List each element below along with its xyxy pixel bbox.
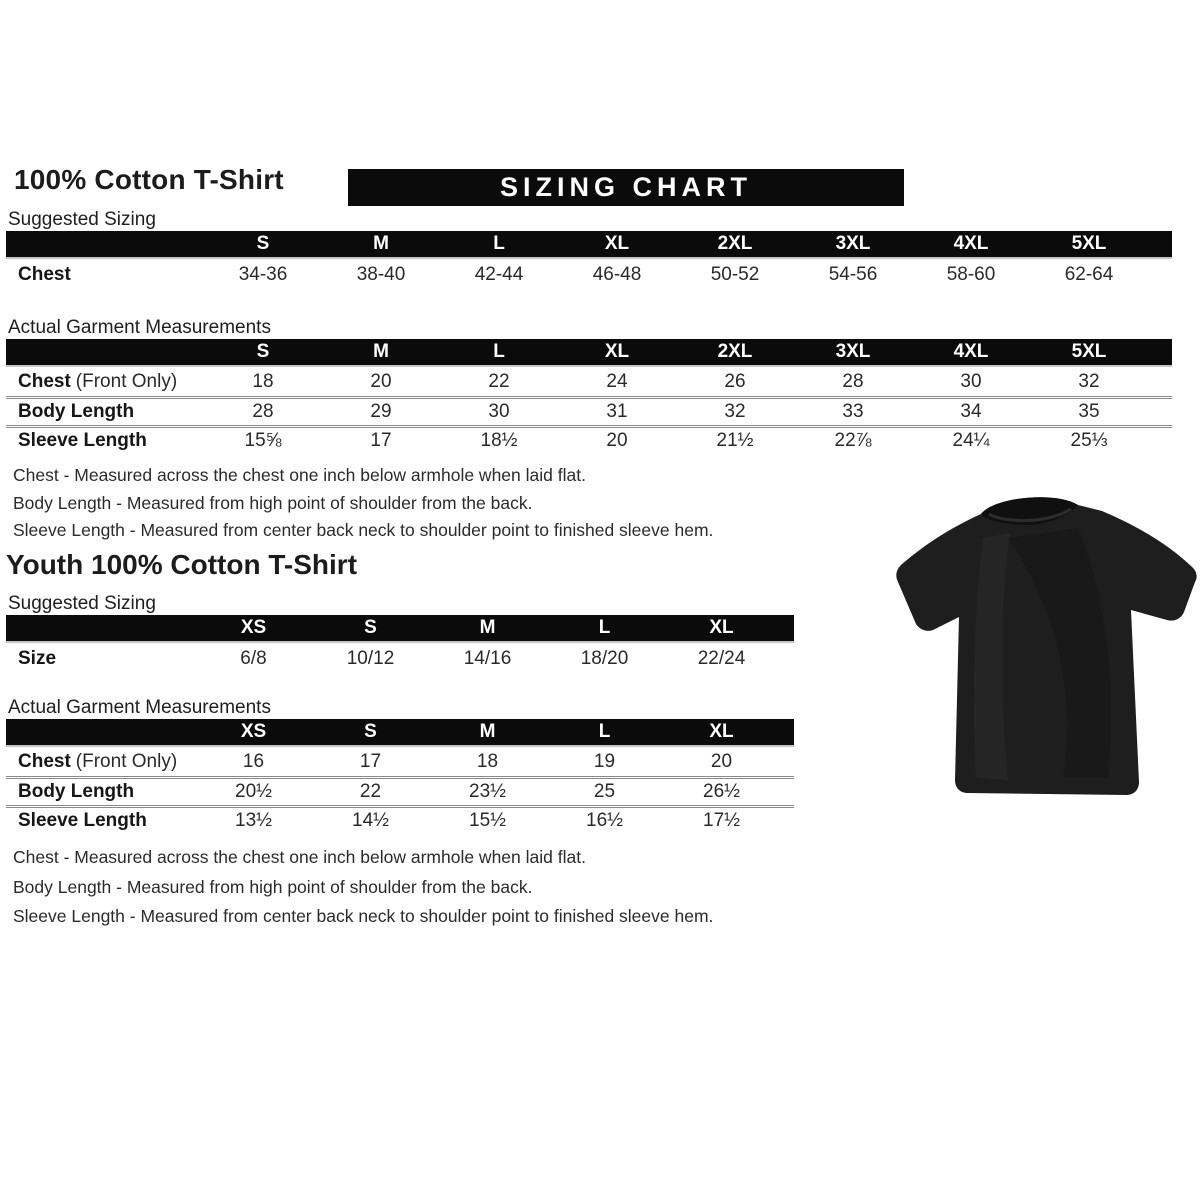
measurement-cell: 22/24	[697, 647, 746, 669]
size-col-header: 5XL	[1071, 341, 1107, 362]
measurement-cell: 26	[724, 370, 746, 392]
measurement-cell: 18/20	[580, 647, 629, 669]
measurement-cell: 28	[842, 370, 864, 392]
size-col-header: 3XL	[835, 341, 871, 362]
size-col-header: XS	[240, 617, 267, 638]
table-header-row	[6, 615, 794, 643]
measurement-cell: 28	[252, 401, 274, 422]
size-col-header: 3XL	[835, 233, 871, 254]
table-row	[6, 367, 1172, 396]
measurement-cell: 46-48	[592, 263, 642, 285]
table-header-row	[6, 231, 1172, 259]
size-col-header: XL	[709, 617, 734, 638]
youth-garment-measurements-table	[6, 719, 794, 834]
youth-measurement-notes	[13, 843, 713, 932]
measurement-cell: 20	[710, 750, 733, 772]
size-col-header: 2XL	[717, 233, 753, 254]
table-row	[6, 425, 1172, 454]
measurement-cell: 20	[370, 370, 392, 392]
measurement-cell: 22	[488, 370, 510, 392]
size-col-header: S	[364, 721, 377, 742]
table-row	[6, 747, 794, 776]
youth-suggested-sizing-table	[6, 615, 794, 674]
youth-garment-measurements-label: Actual Garment Measurements	[8, 697, 271, 718]
tshirt-photo	[888, 478, 1200, 808]
measurement-cell: 38-40	[356, 263, 406, 285]
note-line: Sleeve Length - Measured from center back neck to shoulder point to finished sleeve hem.	[13, 906, 714, 926]
measurement-cell: 32	[724, 401, 746, 422]
size-col-header: L	[493, 233, 505, 254]
size-col-header: L	[598, 721, 611, 742]
measurement-cell: 13½	[235, 810, 272, 831]
size-col-header: 2XL	[717, 341, 753, 362]
table-row	[6, 776, 794, 805]
measurement-cell: 16	[242, 750, 265, 772]
measurement-cell: 42-44	[474, 263, 524, 285]
measurement-cell: 17½	[703, 810, 740, 831]
measurement-cell: 32	[1078, 370, 1100, 392]
size-col-header: M	[373, 341, 389, 362]
measurement-cell: 22	[359, 781, 382, 802]
size-col-header: M	[479, 617, 496, 638]
measurement-cell: 34	[960, 401, 982, 422]
size-col-header: 4XL	[953, 341, 989, 362]
measurement-cell: 17	[359, 750, 382, 772]
size-col-header: M	[479, 721, 496, 742]
measurement-cell: 58-60	[946, 263, 996, 285]
measurement-cell: 19	[593, 750, 616, 772]
measurement-cell: 18½	[480, 430, 518, 451]
measurement-cell: 10/12	[346, 647, 395, 669]
measurement-cell: 33	[842, 401, 864, 422]
size-col-header: S	[256, 341, 270, 362]
measurement-cell: 14/16	[463, 647, 512, 669]
measurement-cell: 16½	[586, 810, 623, 831]
measurement-cell: 20	[606, 430, 628, 451]
measurement-cell: 25	[593, 781, 616, 802]
measurement-cell: 22⅞	[834, 430, 872, 451]
measurement-cell: 30	[488, 401, 510, 422]
measurement-cell: 24	[606, 370, 628, 392]
note-line: Chest - Measured across the chest one inch below armhole when laid flat.	[13, 465, 586, 485]
measurement-cell: 31	[606, 401, 628, 422]
table-row	[6, 643, 794, 674]
row-label: Body Length	[18, 401, 135, 422]
table-header-row	[6, 339, 1172, 367]
table-row	[6, 396, 1172, 425]
note-line: Sleeve Length - Measured from center back neck to shoulder point to finished sleeve hem.	[13, 520, 714, 540]
adult-suggested-sizing-label: Suggested Sizing	[8, 209, 156, 230]
measurement-cell: 30	[960, 370, 982, 392]
size-col-header: 5XL	[1071, 233, 1107, 254]
row-label: Chest (Front Only)	[18, 370, 178, 392]
note-line: Body Length - Measured from high point of shoulder from the back.	[13, 492, 533, 513]
note-line: Body Length - Measured from high point of shoulder from the back.	[13, 876, 533, 897]
size-col-header: M	[373, 233, 389, 254]
note-line: Chest - Measured across the chest one inch below armhole when laid flat.	[13, 847, 586, 867]
size-col-header: L	[493, 341, 505, 362]
measurement-cell: 35	[1078, 401, 1100, 422]
measurement-cell: 6/8	[240, 647, 267, 669]
row-label: Size	[18, 647, 57, 669]
measurement-cell: 18	[252, 370, 274, 392]
measurement-cell: 23½	[469, 781, 506, 802]
sizing-chart-banner	[348, 169, 904, 206]
size-col-header: XL	[709, 721, 734, 742]
measurement-cell: 21½	[716, 430, 754, 451]
measurement-cell: 14½	[352, 810, 389, 831]
measurement-cell: 54-56	[828, 263, 878, 285]
table-row	[6, 259, 1172, 290]
measurement-cell: 15½	[469, 810, 506, 831]
table-header-row	[6, 719, 794, 747]
table-row	[6, 805, 794, 834]
size-col-header: XL	[604, 341, 630, 362]
row-label: Sleeve Length	[18, 430, 147, 451]
measurement-cell: 26½	[703, 781, 740, 802]
adult-garment-measurements-table	[6, 339, 1172, 454]
row-label: Chest	[18, 263, 71, 285]
size-col-header: 4XL	[953, 233, 989, 254]
tshirt-illustration	[888, 478, 1200, 808]
row-label: Sleeve Length	[18, 810, 147, 831]
size-col-header: S	[364, 617, 377, 638]
adult-garment-measurements-label: Actual Garment Measurements	[8, 317, 271, 338]
adult-section-title: 100% Cotton T-Shirt	[14, 164, 284, 195]
measurement-cell: 62-64	[1064, 263, 1114, 285]
measurement-cell: 24¼	[952, 430, 990, 451]
measurement-cell: 20½	[235, 781, 272, 802]
measurement-cell: 34-36	[238, 263, 288, 285]
sizing-chart-banner-text: SIZING CHART	[500, 172, 752, 202]
size-col-header: L	[598, 617, 611, 638]
adult-measurement-notes	[13, 462, 713, 545]
measurement-cell: 15⅝	[244, 430, 282, 451]
measurement-cell: 29	[370, 401, 392, 422]
measurement-cell: 18	[476, 750, 499, 772]
measurement-cell: 17	[370, 430, 392, 451]
size-col-header: XS	[240, 721, 267, 742]
measurement-cell: 50-52	[710, 263, 760, 285]
row-label: Chest (Front Only)	[18, 750, 178, 772]
measurement-cell: 25⅓	[1070, 430, 1108, 451]
size-col-header: S	[256, 233, 270, 254]
size-col-header: XL	[604, 233, 630, 254]
youth-section-title: Youth 100% Cotton T-Shirt	[6, 549, 358, 580]
row-label: Body Length	[18, 781, 135, 802]
adult-suggested-sizing-table	[6, 231, 1172, 290]
youth-suggested-sizing-label: Suggested Sizing	[8, 593, 156, 614]
